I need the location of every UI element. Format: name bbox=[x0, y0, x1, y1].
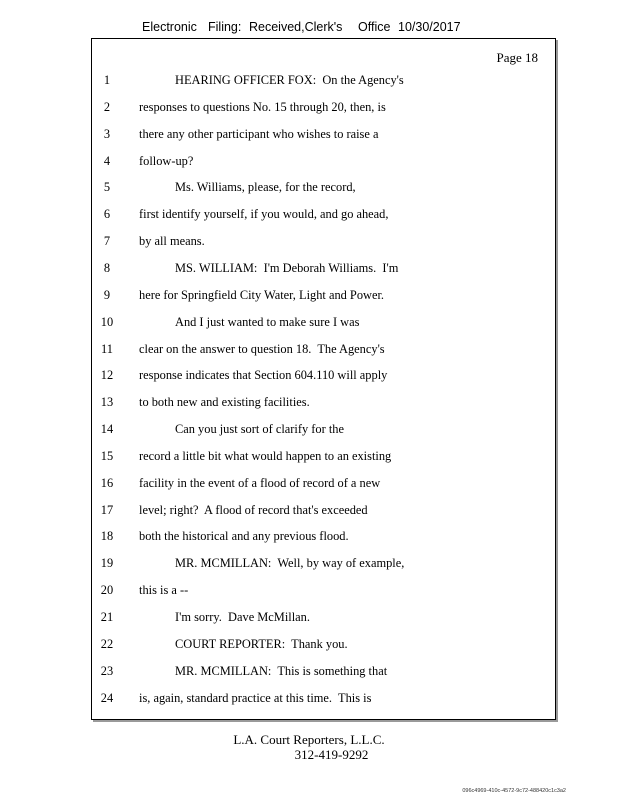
filing-stamp-word: Office bbox=[358, 20, 391, 34]
transcript-line bbox=[92, 100, 555, 127]
transcript-line bbox=[92, 288, 555, 315]
line-text: response indicates that Section 604.110 will apply bbox=[139, 368, 388, 383]
line-text: MR. MCMILLAN: This is something that bbox=[175, 663, 388, 678]
line-number: 18 bbox=[100, 529, 114, 544]
transcript-line bbox=[92, 234, 555, 261]
line-text: MR. MCMILLAN: Well, by way of example, bbox=[175, 556, 405, 571]
transcript-line bbox=[92, 476, 555, 503]
line-text: both the historical and any previous flood. bbox=[139, 529, 349, 544]
line-number: 15 bbox=[100, 448, 114, 463]
line-text: here for Springfield City Water, Light and Power. bbox=[139, 287, 385, 302]
transcript-line bbox=[92, 529, 555, 556]
line-text: HEARING OFFICER FOX: On the Agency's bbox=[175, 73, 404, 87]
line-number: 13 bbox=[100, 395, 114, 410]
transcript-line bbox=[92, 637, 555, 664]
line-number: 11 bbox=[101, 341, 113, 356]
line-number: 19 bbox=[100, 556, 114, 571]
line-number: 21 bbox=[100, 610, 114, 624]
line-number: 1 bbox=[103, 73, 111, 87]
court-reporter-phone: 312-419-9292 bbox=[294, 747, 369, 762]
line-text: follow-up? bbox=[139, 153, 194, 168]
line-text: to both new and existing facilities. bbox=[139, 395, 310, 410]
transcript-line bbox=[92, 395, 555, 422]
line-text: COURT REPORTER: Thank you. bbox=[175, 636, 348, 651]
transcript-line bbox=[92, 368, 555, 395]
line-text: I'm sorry. Dave McMillan. bbox=[175, 610, 310, 624]
line-text: is, again, standard practice at this time. This is bbox=[139, 690, 372, 705]
line-number: 17 bbox=[100, 502, 114, 517]
transcript-line bbox=[92, 261, 555, 288]
filing-stamp-word: Filing: bbox=[208, 20, 242, 34]
line-number: 22 bbox=[100, 636, 114, 651]
transcript-line bbox=[92, 73, 555, 100]
transcript-line bbox=[92, 449, 555, 476]
line-number: 8 bbox=[103, 260, 111, 275]
line-number: 14 bbox=[100, 422, 114, 437]
line-text: clear on the answer to question 18. The Agency's bbox=[139, 341, 385, 356]
transcript-line bbox=[92, 207, 555, 234]
transcript-line bbox=[92, 556, 555, 583]
line-number: 6 bbox=[103, 207, 111, 222]
line-text: first identify yourself, if you would, and go ahead, bbox=[139, 207, 389, 222]
transcript-line bbox=[92, 503, 555, 530]
transcript-line bbox=[92, 315, 555, 342]
transcript-line bbox=[92, 342, 555, 369]
line-text: Can you just sort of clarify for the bbox=[175, 422, 344, 437]
line-text: by all means. bbox=[139, 234, 205, 249]
line-number: 7 bbox=[103, 234, 111, 249]
line-text: responses to questions No. 15 through 20, then, is bbox=[139, 99, 386, 114]
transcript-line bbox=[92, 180, 555, 207]
line-number: 5 bbox=[103, 180, 111, 195]
transcript-line bbox=[92, 583, 555, 610]
transcript-line bbox=[92, 664, 555, 691]
line-number: 2 bbox=[103, 99, 111, 114]
line-text: MS. WILLIAM: I'm Deborah Williams. I'm bbox=[175, 260, 399, 275]
line-text: level; right? A flood of record that's exceeded bbox=[139, 502, 368, 517]
page-number: Page 18 bbox=[496, 50, 538, 65]
line-text: Ms. Williams, please, for the record, bbox=[175, 180, 356, 195]
line-number: 4 bbox=[103, 153, 111, 168]
filing-stamp-word: Received,Clerk's bbox=[249, 20, 343, 34]
transcript-line bbox=[92, 154, 555, 181]
transcript-line bbox=[92, 691, 555, 718]
line-text: record a little bit what would happen to an existing bbox=[139, 448, 392, 463]
transcript-line bbox=[92, 422, 555, 449]
transcript-page bbox=[91, 38, 556, 720]
line-text: this is a -- bbox=[139, 583, 189, 598]
line-number: 16 bbox=[100, 475, 114, 490]
line-number: 9 bbox=[103, 287, 111, 302]
transcript-line bbox=[92, 127, 555, 154]
line-number: 24 bbox=[100, 690, 114, 705]
line-text: there any other participant who wishes to raise a bbox=[139, 126, 379, 141]
line-number: 23 bbox=[100, 663, 114, 678]
line-number: 12 bbox=[100, 368, 114, 383]
line-number: 3 bbox=[103, 126, 111, 141]
line-text: facility in the event of a flood of record of a new bbox=[139, 475, 381, 490]
filing-stamp-date: 10/30/2017 bbox=[398, 20, 461, 34]
line-number: 10 bbox=[100, 314, 114, 329]
filing-stamp-word: Electronic bbox=[142, 20, 197, 34]
line-text: And I just wanted to make sure I was bbox=[175, 314, 360, 329]
line-number: 20 bbox=[100, 583, 114, 598]
court-reporter-name: L.A. Court Reporters, L.L.C. bbox=[233, 732, 385, 747]
transcript-line bbox=[92, 610, 555, 637]
document-id: 096c4969-410c-4572-9c72-488420c1c3a2 bbox=[462, 788, 566, 794]
footer bbox=[0, 732, 618, 762]
